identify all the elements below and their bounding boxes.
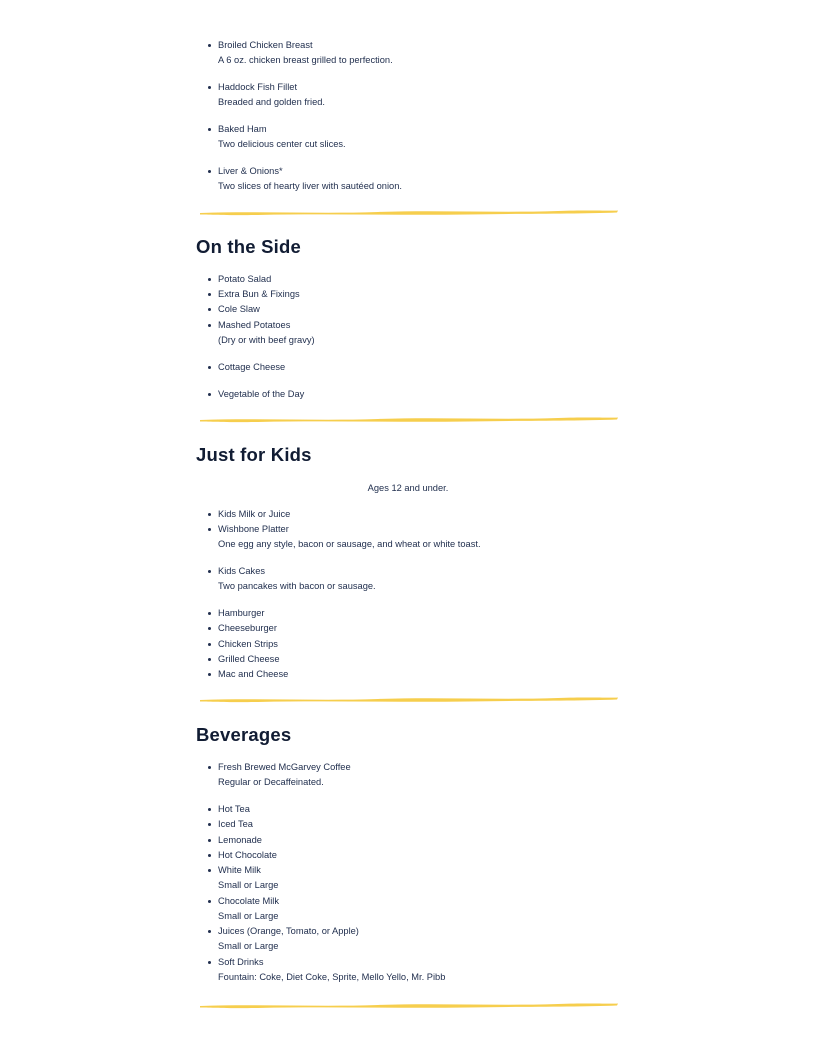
menu-item-name: Potato Salad xyxy=(218,274,272,284)
bullet xyxy=(208,366,211,369)
menu-item xyxy=(218,848,277,863)
menu-item xyxy=(218,80,325,110)
bullet xyxy=(208,612,211,615)
menu-item xyxy=(218,287,300,302)
bullet xyxy=(208,513,211,516)
menu-item-description: Two delicious center cut slices. xyxy=(218,139,346,149)
menu-item xyxy=(218,387,304,402)
menu-item-name: Cottage Cheese xyxy=(218,362,286,372)
menu-item-name: Vegetable of the Day xyxy=(218,389,305,399)
bullet xyxy=(208,808,211,811)
menu-item-name: White Milk xyxy=(218,865,261,875)
bullet xyxy=(208,44,211,47)
menu-item-description: (Dry or with beef gravy) xyxy=(218,335,315,345)
menu-item-description: A 6 oz. chicken breast grilled to perfection. xyxy=(218,55,393,65)
menu-item-name: Cheeseburger xyxy=(218,623,277,633)
menu-item xyxy=(218,302,260,317)
menu-item-description: Small or Large xyxy=(218,941,279,951)
menu-item xyxy=(218,38,393,68)
menu-item-name: Liver & Onions* xyxy=(218,166,283,176)
menu-item xyxy=(218,122,346,152)
bullet xyxy=(208,930,211,933)
menu-item xyxy=(218,667,288,682)
menu-item xyxy=(218,894,279,924)
menu-item-description: Fountain: Coke, Diet Coke, Sprite, Mello Yello, Mr. Pibb xyxy=(218,972,446,982)
divider-brush-stroke xyxy=(198,208,620,216)
section-title-sides: On the Side xyxy=(196,236,301,257)
menu-item-name: Grilled Cheese xyxy=(218,654,280,664)
divider-brush-stroke xyxy=(198,695,620,703)
menu-item-name: Chicken Strips xyxy=(218,639,278,649)
bullet xyxy=(208,308,211,311)
menu-item xyxy=(218,924,359,954)
menu-item xyxy=(218,164,402,194)
menu-item-name: Lemonade xyxy=(218,835,262,845)
menu-item xyxy=(218,272,271,287)
menu-item xyxy=(218,817,253,832)
menu-item-name: Extra Bun & Fixings xyxy=(218,289,300,299)
menu-item-name: Cole Slaw xyxy=(218,304,260,314)
menu-item xyxy=(218,760,351,790)
menu-item-name: Kids Milk or Juice xyxy=(218,509,291,519)
menu-item-name: Wishbone Platter xyxy=(218,524,289,534)
menu-item xyxy=(218,863,278,893)
menu-item xyxy=(218,652,280,667)
menu-item-name: Broiled Chicken Breast xyxy=(218,40,313,50)
menu-item-description: Breaded and golden fried. xyxy=(218,97,325,107)
menu-item-description: Two slices of hearty liver with sautéed onion. xyxy=(218,181,402,191)
bullet xyxy=(208,869,211,872)
menu-item-name: Haddock Fish Fillet xyxy=(218,82,298,92)
menu-item-description: Two pancakes with bacon or sausage. xyxy=(218,581,376,591)
menu-item-name: Juices (Orange, Tomato, or Apple) xyxy=(218,926,359,936)
menu-item xyxy=(218,606,265,621)
menu-item-name: Iced Tea xyxy=(218,819,253,829)
bullet xyxy=(208,766,211,769)
menu-item-name: Baked Ham xyxy=(218,124,267,134)
menu-item-description: Regular or Decaffeinated. xyxy=(218,777,324,787)
bullet xyxy=(208,128,211,131)
menu-item xyxy=(218,637,278,652)
section-title-kids: Just for Kids xyxy=(196,444,312,465)
divider-brush-stroke xyxy=(198,415,620,423)
bullet xyxy=(208,86,211,89)
menu-item-name: Hot Chocolate xyxy=(218,850,277,860)
divider-brush-stroke xyxy=(198,1001,620,1009)
menu-item xyxy=(218,955,445,985)
bullet xyxy=(208,823,211,826)
menu-item-name: Mashed Potatoes xyxy=(218,320,291,330)
bullet xyxy=(208,278,211,281)
bullet xyxy=(208,293,211,296)
bullet xyxy=(208,393,211,396)
menu-item xyxy=(218,522,481,552)
menu-item-name: Soft Drinks xyxy=(218,957,264,967)
bullet xyxy=(208,961,211,964)
menu-item-description: Small or Large xyxy=(218,911,279,921)
bullet xyxy=(208,324,211,327)
menu-item-name: Chocolate Milk xyxy=(218,896,279,906)
bullet xyxy=(208,570,211,573)
bullet xyxy=(208,170,211,173)
menu-item-description: One egg any style, bacon or sausage, and wheat or white toast. xyxy=(218,539,481,549)
menu-item-name: Fresh Brewed McGarvey Coffee xyxy=(218,762,351,772)
menu-item xyxy=(218,802,250,817)
bullet xyxy=(208,900,211,903)
menu-item xyxy=(218,621,277,636)
section-title-beverages: Beverages xyxy=(196,724,292,745)
bullet xyxy=(208,528,211,531)
bullet xyxy=(208,839,211,842)
menu-item-name: Kids Cakes xyxy=(218,566,266,576)
kids-age-note: Ages 12 and under. xyxy=(367,483,449,493)
menu-item xyxy=(218,318,315,348)
bullet xyxy=(208,854,211,857)
menu-item-name: Hamburger xyxy=(218,608,265,618)
menu-item xyxy=(218,564,376,594)
menu-item-description: Small or Large xyxy=(218,880,279,890)
menu-item xyxy=(218,833,262,848)
menu-item-name: Mac and Cheese xyxy=(218,669,289,679)
menu-item-name: Hot Tea xyxy=(218,804,250,814)
bullet xyxy=(208,658,211,661)
menu-item xyxy=(218,507,290,522)
bullet xyxy=(208,673,211,676)
menu-item xyxy=(218,360,285,375)
bullet xyxy=(208,627,211,630)
bullet xyxy=(208,643,211,646)
